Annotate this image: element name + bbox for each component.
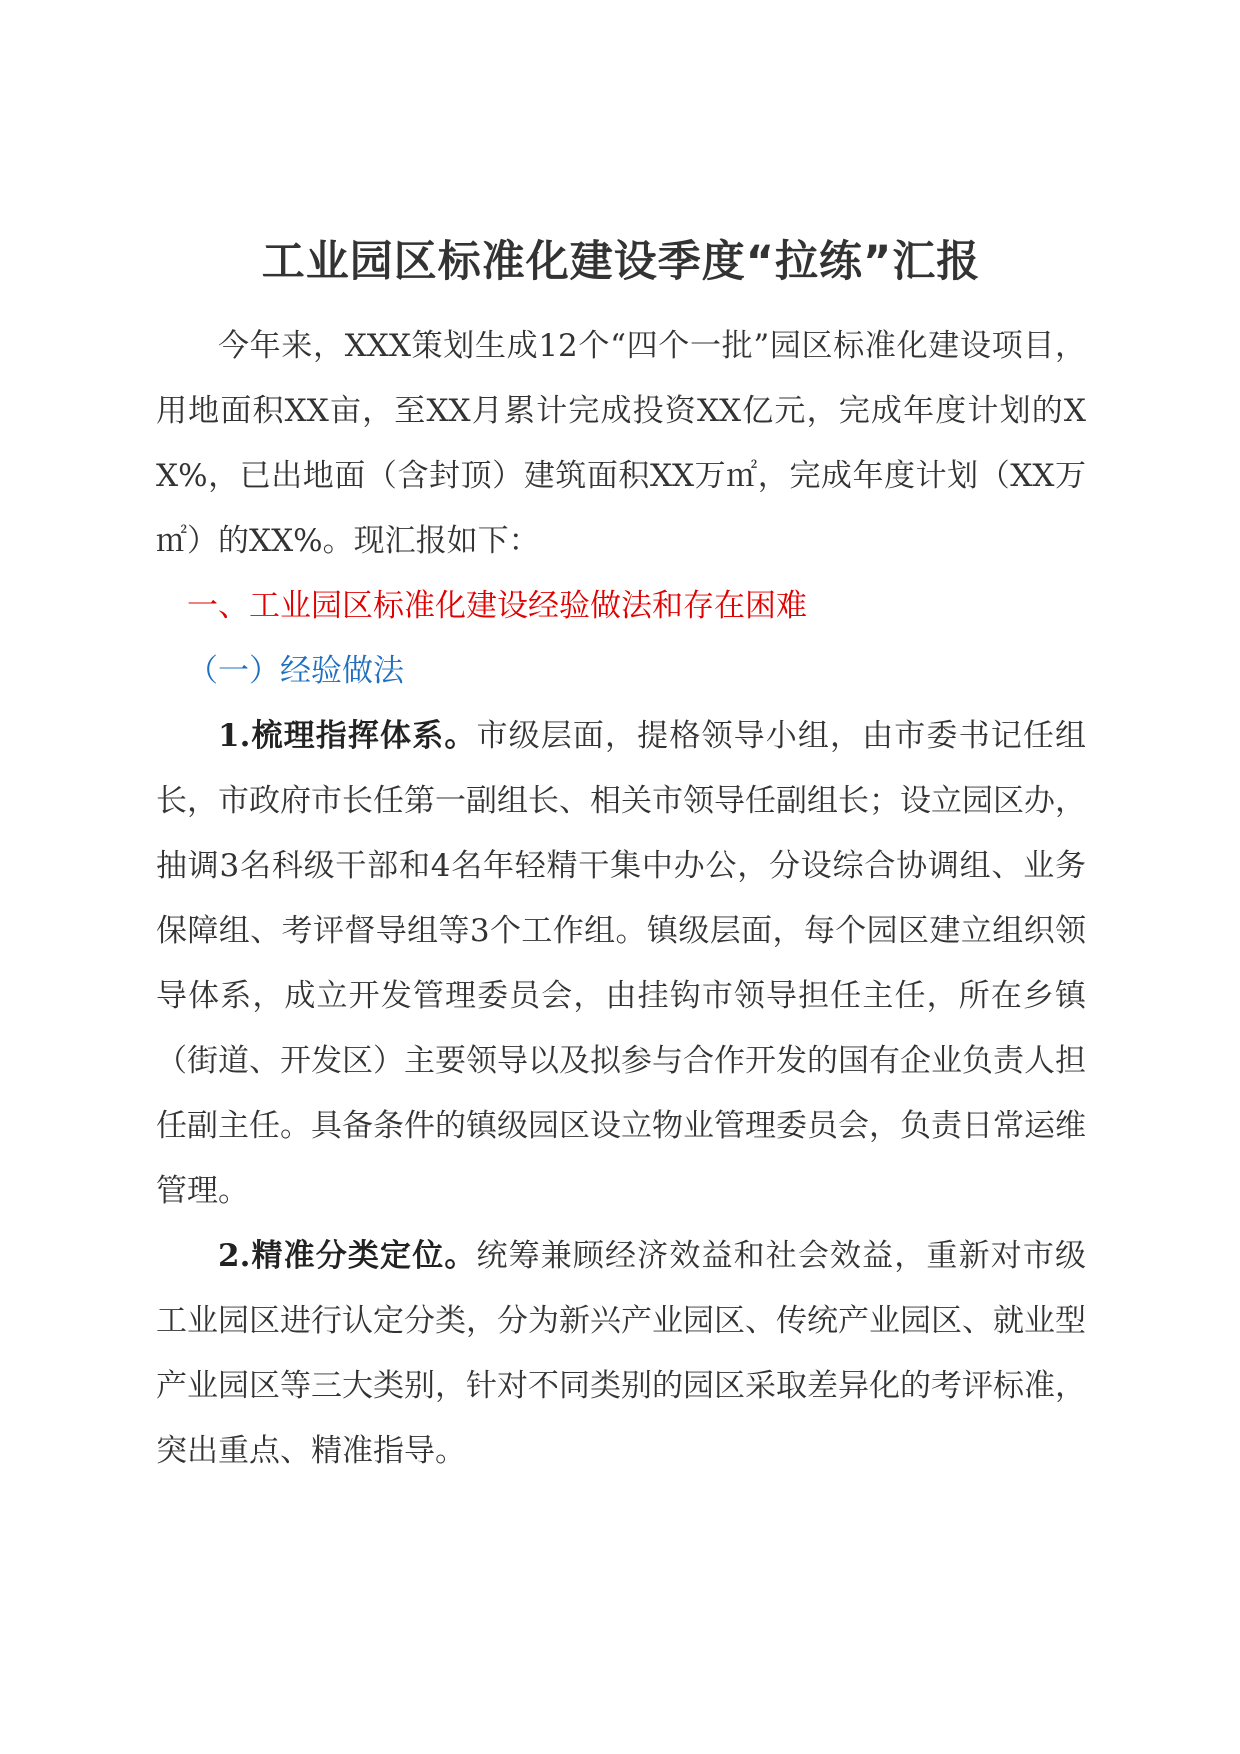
document-page — [156, 232, 1086, 1484]
item-paragraph-2 — [156, 1224, 1086, 1484]
item-lead-2: 2.精准分类定位。 — [218, 1238, 477, 1274]
item-body-1: 市级层面，提格领导小组，由市委书记任组长，市政府市长任第一副组长、相关市领导任副组长；设立园区办，抽调3名科级干部和4名年轻精干集中办公，分设综合协调组、业务保障组、考评督导组等3个工作组。镇级层面，每个园区建立组织领导体系，成立开发管理委员会，由挂钩市领导担任主任，所在乡镇（街道、开发区）主要领导以及拟参与合作开发的国有企业负责人担任副主任。具备条件的镇级园区设立物业管理委员会，负责日常运维管理。 — [156, 718, 1086, 1209]
item-paragraph-1 — [156, 704, 1086, 1224]
document-title: 工业园区标准化建设季度“拉练”汇报 — [261, 237, 981, 287]
intro-paragraph: 今年来，XXX策划生成12个“四个一批”园区标准化建设项目，用地面积XX亩，至XX月累计完成投资XX亿元，完成年度计划的XX%，已出地面（含封顶）建筑面积XX万㎡，完成年度计划（XX万㎡）的XX%。现汇报如下： — [156, 328, 1086, 559]
section-heading-1: 一、工业园区标准化建设经验做法和存在困难 — [187, 588, 807, 624]
item-body-2: 统筹兼顾经济效益和社会效益，重新对市级工业园区进行认定分类，分为新兴产业园区、传统产业园区、就业型产业园区等三大类别，针对不同类别的园区采取差异化的考评标准，突出重点、精准指导。 — [156, 1238, 1086, 1469]
item-lead-1: 1.梳理指挥体系。 — [218, 718, 477, 754]
subsection-heading-1: （一）经验做法 — [187, 653, 404, 689]
